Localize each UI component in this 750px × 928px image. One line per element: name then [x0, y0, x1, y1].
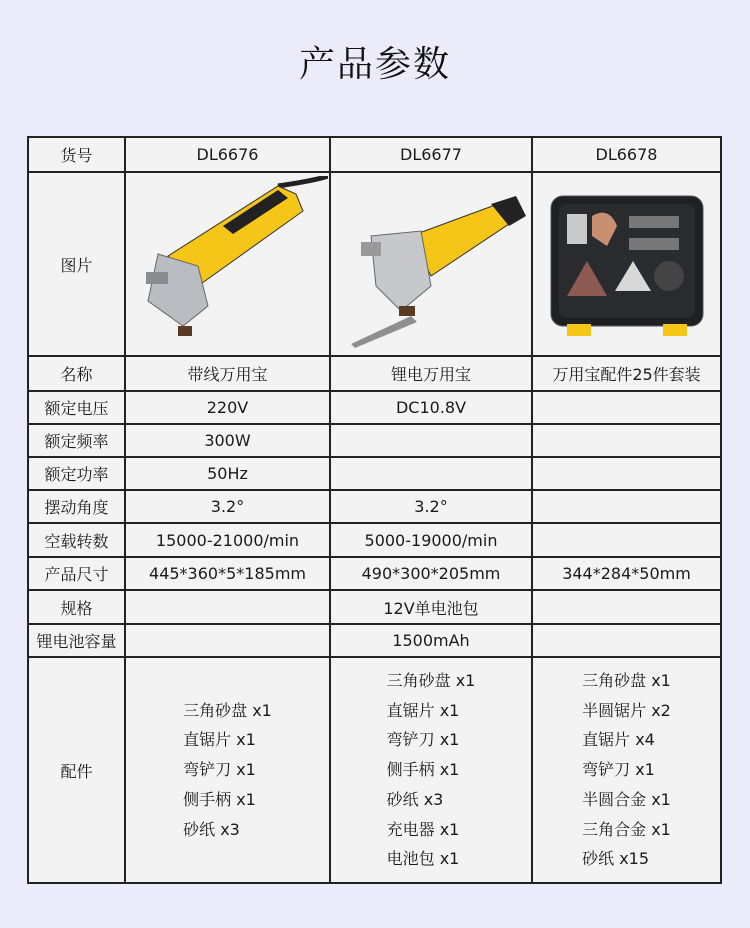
- cell: 50Hz: [125, 457, 330, 490]
- row-label: 名称: [28, 356, 125, 391]
- accessory-item: 砂纸 x3: [183, 819, 240, 839]
- cell: 3.2°: [330, 490, 532, 523]
- header-model-1: DL6676: [125, 137, 330, 172]
- accessory-item: 砂纸 x15: [582, 849, 650, 869]
- product-image-3: [532, 172, 721, 356]
- header-model-3: DL6678: [532, 137, 721, 172]
- cell: 锂电万用宝: [330, 356, 532, 391]
- accessory-item: 直锯片 x4: [582, 730, 655, 750]
- cell: [532, 490, 721, 523]
- header-row: [28, 137, 721, 172]
- accessory-list: [387, 666, 476, 875]
- accessory-item: 弯铲刀 x1: [582, 760, 655, 780]
- header-model-2: DL6677: [330, 137, 532, 172]
- accessory-item: 三角砂盘 x1: [386, 670, 476, 690]
- cell: [532, 590, 721, 624]
- accessory-item: 弯铲刀 x1: [183, 760, 256, 780]
- row-label: 产品尺寸: [28, 557, 125, 590]
- spec-row: [28, 356, 721, 391]
- accessory-kit-image: [537, 176, 717, 352]
- cell: 445*360*5*185mm: [125, 557, 330, 590]
- cell: DC10.8V: [330, 391, 532, 424]
- row-label: 规格: [28, 590, 125, 624]
- cell: 344*284*50mm: [532, 557, 721, 590]
- accessories-cell-3: [532, 657, 721, 883]
- row-label: 额定频率: [28, 424, 125, 457]
- cordless-multitool-image: [331, 176, 531, 352]
- spec-row: [28, 391, 721, 424]
- spec-row: [28, 457, 721, 490]
- row-label: 额定电压: [28, 391, 125, 424]
- product-image-1: [125, 172, 330, 356]
- cell: 3.2°: [125, 490, 330, 523]
- accessory-item: 直锯片 x1: [386, 700, 460, 720]
- cell: [532, 424, 721, 457]
- spec-row: [28, 490, 721, 523]
- cell: [125, 624, 330, 657]
- spec-row: [28, 424, 721, 457]
- spec-table: [27, 136, 722, 884]
- row-label: 空载转数: [28, 523, 125, 557]
- cell: [532, 523, 721, 557]
- page-title: 产品参数: [298, 44, 451, 85]
- cell: 1500mAh: [330, 624, 532, 657]
- accessories-label: 配件: [28, 657, 125, 883]
- cell: [125, 590, 330, 624]
- accessory-item: 充电器 x1: [386, 819, 460, 839]
- spec-row: [28, 590, 721, 624]
- row-label: 摆动角度: [28, 490, 125, 523]
- image-row: [28, 172, 721, 356]
- product-image-2: [330, 172, 532, 356]
- accessory-item: 电池包 x1: [386, 849, 460, 869]
- accessories-row: [28, 657, 721, 883]
- cell: 220V: [125, 391, 330, 424]
- accessories-cell-2: [330, 657, 532, 883]
- accessory-list: [183, 696, 272, 845]
- corded-multitool-image: [128, 176, 328, 352]
- cell: 15000-21000/min: [125, 523, 330, 557]
- accessory-item: 弯铲刀 x1: [386, 730, 460, 750]
- accessory-item: 砂纸 x3: [386, 789, 444, 809]
- accessory-item: 直锯片 x1: [183, 730, 256, 750]
- cell: 5000-19000/min: [330, 523, 532, 557]
- accessory-item: 半圆锯片 x2: [582, 700, 671, 720]
- spec-row: [28, 624, 721, 657]
- accessory-item: 三角砂盘 x1: [183, 700, 272, 720]
- cell: 12V单电池包: [330, 590, 532, 624]
- row-label: 额定功率: [28, 457, 125, 490]
- header-label: 货号: [28, 137, 125, 172]
- image-row-label: 图片: [28, 172, 125, 356]
- accessory-list: [582, 666, 671, 875]
- cell: 带线万用宝: [125, 356, 330, 391]
- cell: [330, 457, 532, 490]
- cell: [532, 457, 721, 490]
- accessory-item: 侧手柄 x1: [183, 789, 256, 809]
- accessory-item: 三角砂盘 x1: [582, 670, 671, 690]
- cell: [532, 391, 721, 424]
- cell: 300W: [125, 424, 330, 457]
- accessory-item: 三角合金 x1: [582, 819, 671, 839]
- accessory-item: 侧手柄 x1: [386, 760, 460, 780]
- cell: 万用宝配件25件套装: [532, 356, 721, 391]
- spec-row: [28, 557, 721, 590]
- accessory-item: 半圆合金 x1: [582, 789, 671, 809]
- accessories-cell-1: [125, 657, 330, 883]
- cell: 490*300*205mm: [330, 557, 532, 590]
- row-label: 锂电池容量: [28, 624, 125, 657]
- cell: [330, 424, 532, 457]
- cell: [532, 624, 721, 657]
- spec-row: [28, 523, 721, 557]
